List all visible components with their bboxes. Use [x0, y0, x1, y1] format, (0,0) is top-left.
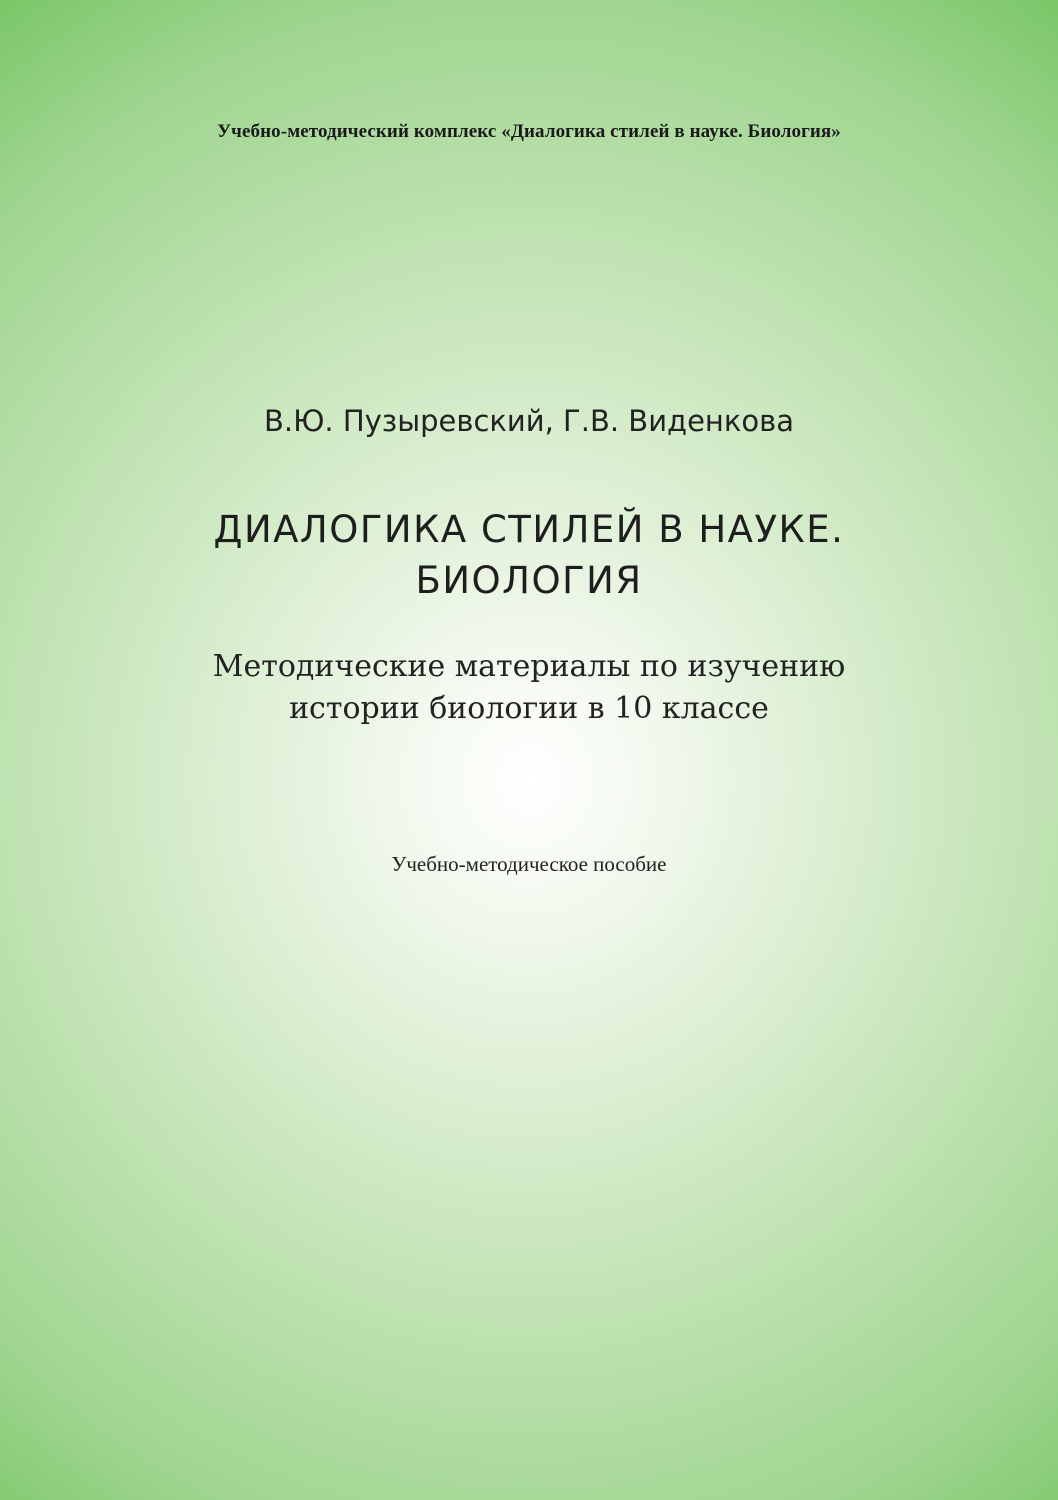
book-title: [0, 504, 1058, 606]
authors: В.Ю. Пузыревский, Г.В. Виденкова: [263, 404, 795, 438]
book-subtitle-line: Методические материалы по изучению: [212, 649, 846, 684]
book-subtitle-line: истории биологии в 10 классе: [289, 691, 769, 726]
series-title: Учебно-методический комплекс «Диалогика стилей в науке. Биология»: [217, 121, 841, 142]
book-subtitle: [0, 646, 1058, 730]
book-title-line: БИОЛОГИЯ: [415, 559, 643, 602]
document-type: Учебно-методическое пособие: [391, 852, 667, 876]
book-title-line: ДИАЛОГИКА СТИЛЕЙ В НАУКЕ.: [213, 508, 845, 551]
